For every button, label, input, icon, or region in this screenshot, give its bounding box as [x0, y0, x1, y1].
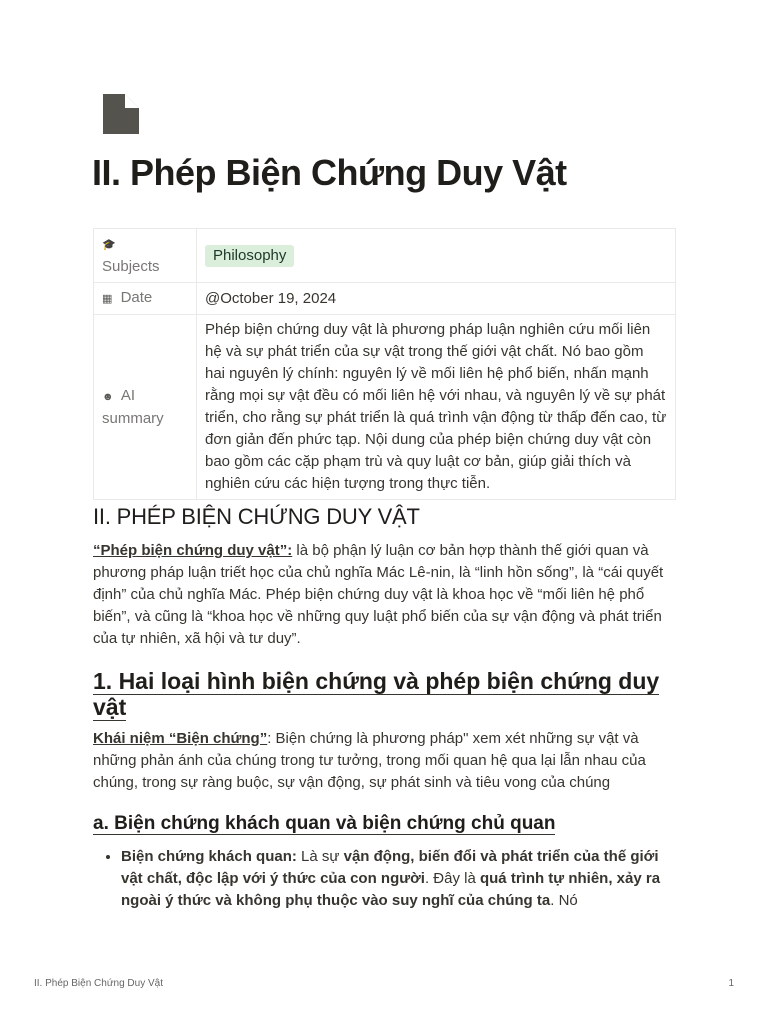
- ai-icon: ☻: [102, 390, 114, 403]
- property-row-subjects: [94, 229, 676, 283]
- list-item: • Biện chứng khách quan: Là sự vận động, biến đổi và phát triển của thế giới vật chất, độc lập với ý thức của con người. Đây là quá trình tự nhiên, xảy ra ngoài ý thức và không phụ thuộc vào suy nghĩ của chúng ta. Nó: [121, 846, 678, 912]
- bullet-list: [93, 846, 678, 912]
- calendar-icon: ▦: [102, 293, 113, 305]
- document-icon: [103, 94, 139, 134]
- concept-term: Khái niệm “Biện chứng”: [93, 730, 268, 747]
- page-title: II. Phép Biện Chứng Duy Vật: [92, 152, 567, 193]
- property-row-date: [94, 283, 676, 315]
- section-1-heading: 1. Hai loại hình biện chứng và phép biện chứng duy vật: [93, 668, 660, 720]
- subject-tag[interactable]: Philosophy: [205, 245, 294, 267]
- property-value-subjects[interactable]: [197, 229, 676, 283]
- concept-paragraph: [93, 728, 678, 794]
- footer-title: II. Phép Biện Chứng Duy Vật: [34, 978, 163, 989]
- page-number: 1: [728, 978, 734, 989]
- section-heading: II. PHÉP BIỆN CHỨNG DUY VẬT: [93, 504, 420, 529]
- properties-table: [93, 228, 676, 500]
- intro-paragraph: [93, 540, 678, 650]
- intro-text: là bộ phận lý luận cơ bản hợp thành thế giới quan và phương pháp luận triết học của chủ nghĩa Mác Lê-nin, là “linh hồn sống”, là “cái quyết định” của chủ nghĩa Mác. Phép biện chứng duy vật là khoa học về “mối liên hệ phổ biến”, và cũng là “khoa học về những quy luật phổ biến của sự vận động và phát triển của tự nhiên, xã hội và tư duy”.: [93, 542, 664, 647]
- property-value-summary[interactable]: Phép biện chứng duy vật là phương pháp luận nghiên cứu mối liên hệ và sự phát triển của sự vật trong thế giới vật chất. Nó bao gồm hai nguyên lý chính: nguyên lý về mối liên hệ phổ biến, nhấn mạnh rằng mọi sự vật đều có mối liên hệ với nhau, và nguyên lý về sự phát triển, cho rằng sự phát triển là quá trình vận động từ thấp đến cao, từ đơn giản đến phức tạp. Nội dung của phép biện chứng duy vật còn bao gồm các cặp phạm trù và quy luật cơ bản, giúp giải thích và nghiên cứu các hiện tượng trong thực tiễn.: [197, 315, 676, 500]
- concept-text: : Biện chứng là phương pháp" xem xét những sự vật và những phản ánh của chúng trong tư tưởng, trong mối quan hệ qua lại lẫn nhau của chúng, trong sự ràng buộc, sự vận động, sự phát sinh và tiêu vong của chúng: [93, 730, 646, 791]
- intro-term: “Phép biện chứng duy vật”:: [93, 542, 293, 559]
- page-content: [93, 504, 678, 912]
- property-row-summary: [94, 315, 676, 500]
- property-name-date: ▦ Date: [94, 283, 197, 315]
- property-name-subjects: 🎓 Subjects: [94, 229, 197, 283]
- property-value-date[interactable]: @October 19, 2024: [197, 283, 676, 315]
- subsection-a-heading: a. Biện chứng khách quan và biện chứng chủ quan: [93, 813, 556, 834]
- graduation-cap-icon: 🎓: [102, 239, 116, 251]
- property-name-summary: ☻ AI summary: [94, 315, 197, 500]
